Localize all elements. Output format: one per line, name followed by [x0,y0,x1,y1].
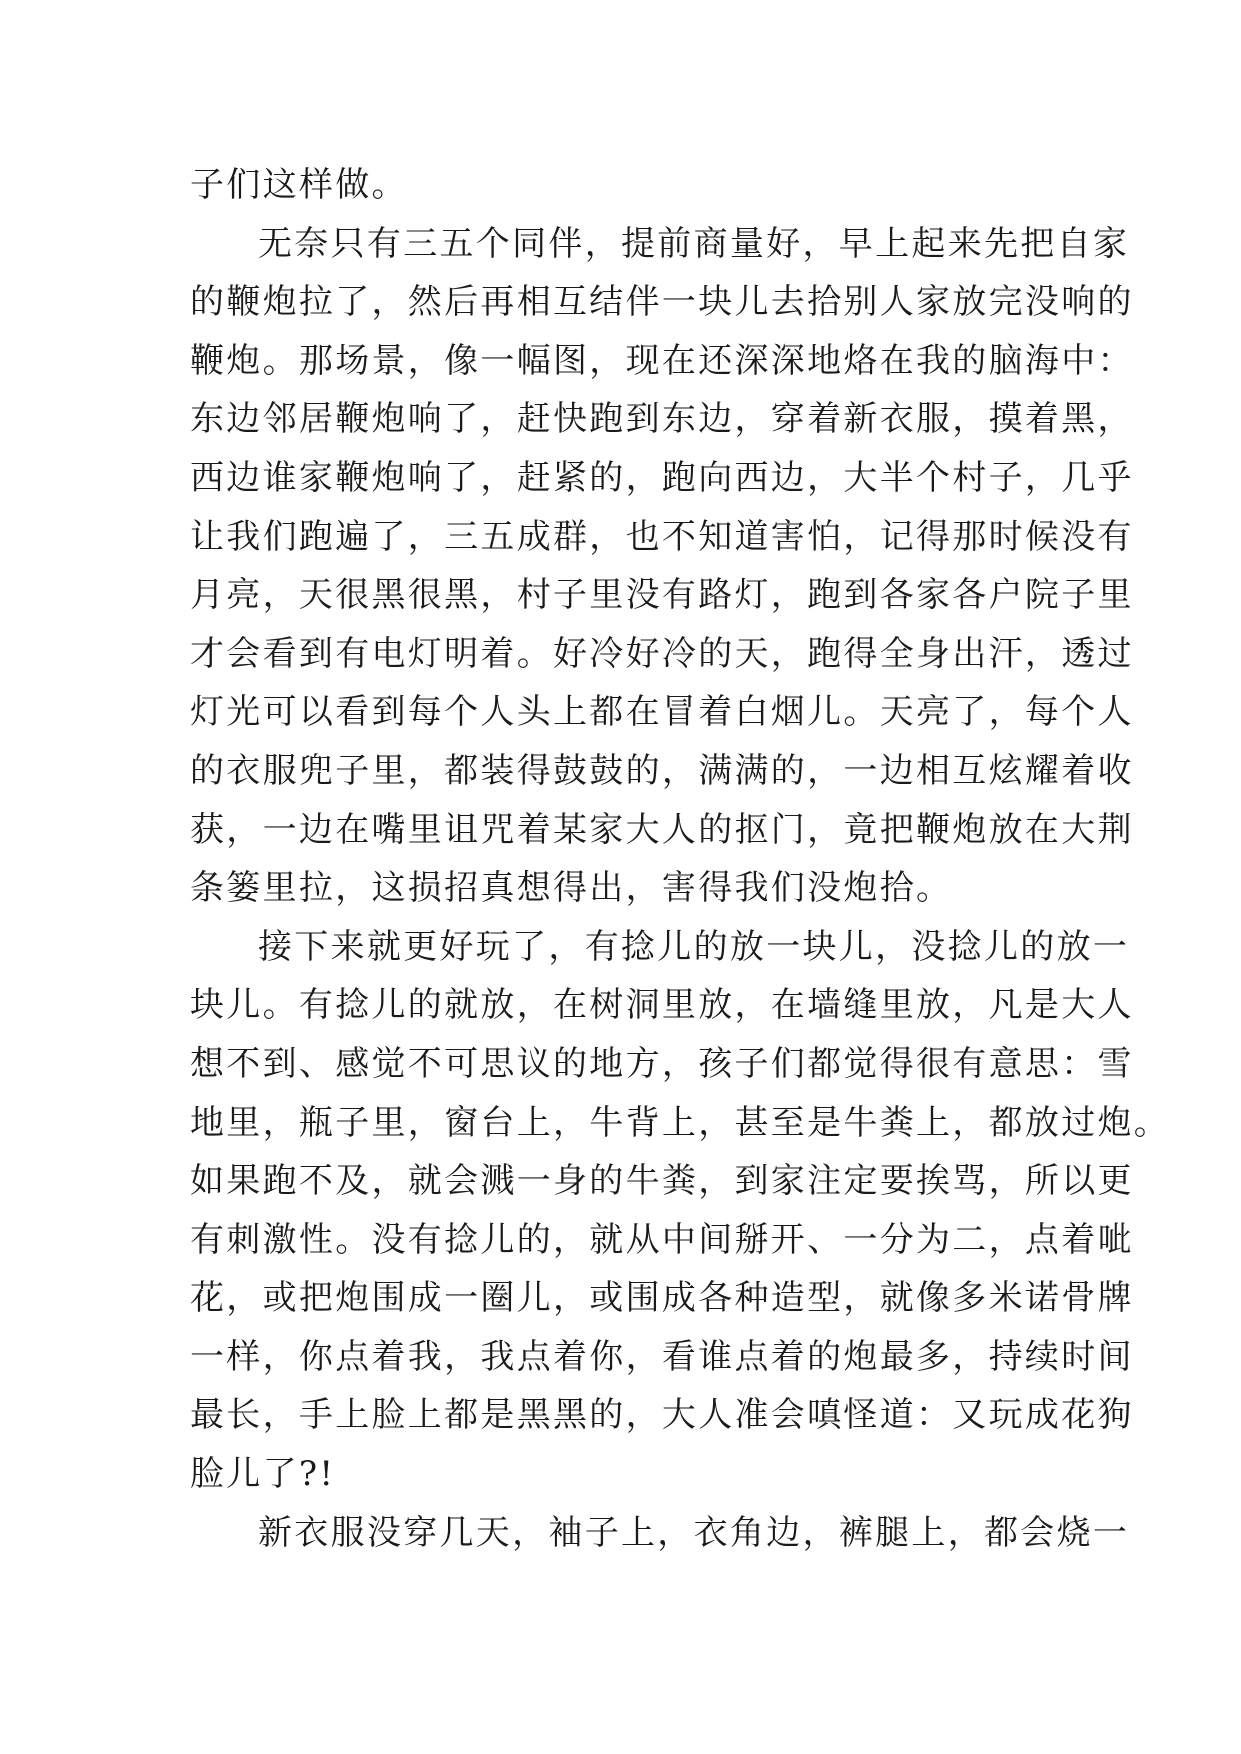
text-line: 想不到、感觉不可思议的地方，孩子们都觉得很有意思：雪 [190,1043,1134,1084]
text-line: 块儿。有捻儿的就放，在树洞里放，在墙缝里放，凡是大人 [190,985,1134,1026]
text-line: 地里，瓶子里，窗台上，牛背上，甚至是牛粪上，都放过炮。 [190,1102,1171,1143]
text-line: 一样，你点着我，我点着你，看谁点着的炮最多，持续时间 [190,1336,1134,1377]
paragraph-first-line: 无奈只有三五个同伴，提前商量好，早上起来先把自家 [258,223,1130,264]
text-line: 才会看到有电灯明着。好冷好冷的天，跑得全身出汗，透过 [190,633,1134,674]
text-line: 月亮，天很黑很黑，村子里没有路灯，跑到各家各户院子里 [190,575,1134,616]
text-line: 灯光可以看到每个人头上都在冒着白烟儿。天亮了，每个人 [190,692,1134,733]
text-line: 如果跑不及，就会溅一身的牛粪，到家注定要挨骂，所以更 [190,1161,1134,1202]
document-page [190,156,1171,1562]
text-line: 东边邻居鞭炮响了，赶快跑到东边，穿着新衣服，摸着黑， [190,399,1134,440]
text-line: 鞭炮。那场景，像一幅图，现在还深深地烙在我的脑海中： [190,340,1134,381]
text-line: 最长，手上脸上都是黑黑的，大人准会嗔怪道：又玩成花狗 [190,1395,1134,1436]
text-line: 的衣服兜子里，都装得鼓鼓的，满满的，一边相互炫耀着收 [190,750,1134,791]
text-line: 西边谁家鞭炮响了，赶紧的，跑向西边，大半个村子，几乎 [190,457,1134,498]
paragraph-first-line: 接下来就更好玩了，有捻儿的放一块儿，没捻儿的放一 [258,926,1130,967]
text-line: 花，或把炮围成一圈儿，或围成各种造型，就像多米诺骨牌 [190,1278,1134,1319]
text-line: 条篓里拉，这损招真想得出，害得我们没炮拾。 [190,868,953,909]
text-line: 子们这样做。 [190,165,408,205]
text-line: 脸儿了?! [190,1454,336,1495]
paragraph-first-line: 新衣服没穿几天，袖子上，衣角边，裤腿上，都会烧一 [258,1512,1130,1553]
text-line: 有刺激性。没有捻儿的，就从中间掰开、一分为二，点着呲 [190,1219,1134,1260]
text-line: 让我们跑遍了，三五成群，也不知道害怕，记得那时候没有 [190,516,1134,557]
text-line: 的鞭炮拉了，然后再相互结伴一块儿去拾别人家放完没响的 [190,282,1134,323]
text-line: 获，一边在嘴里诅咒着某家大人的抠门，竟把鞭炮放在大荆 [190,809,1134,850]
